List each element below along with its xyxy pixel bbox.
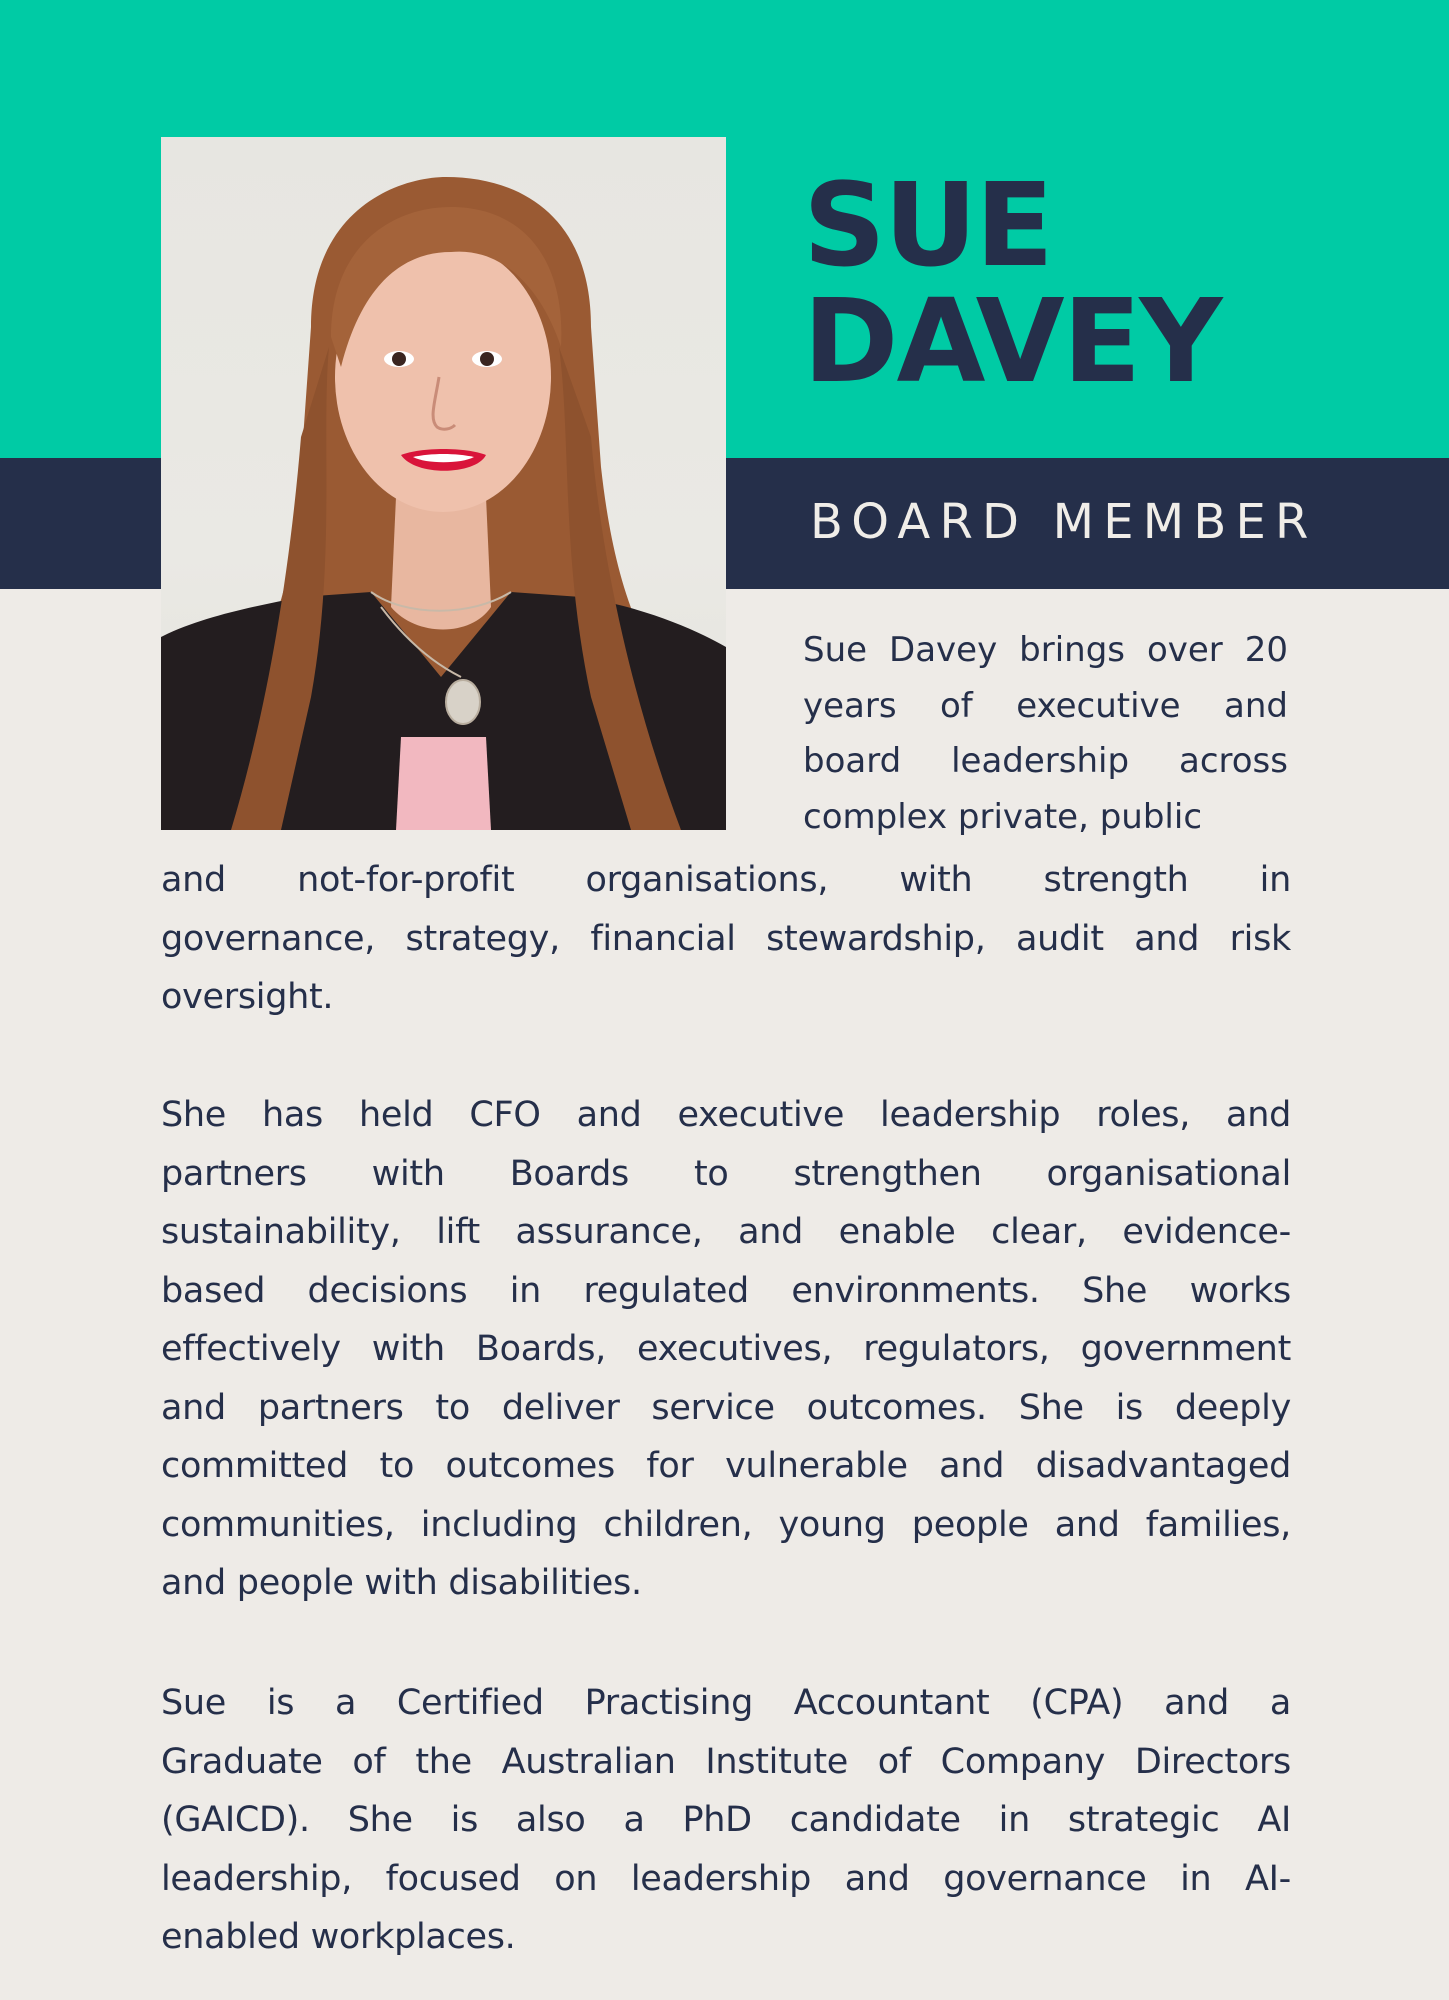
bio-line: committed to outcomes for vulnerable and disadvantaged <box>161 1446 1291 1486</box>
bio-line: sustainability, lift assurance, and enable clear, evidence- <box>161 1212 1291 1252</box>
bio-line: communities, including children, young people and families, <box>161 1504 1291 1545</box>
bio-line: and people with disabilities. <box>161 1563 642 1603</box>
person-name <box>803 159 1221 409</box>
bio-line: based decisions in regulated environments. She works <box>161 1270 1291 1311</box>
bio-paragraph-3 <box>161 1674 1291 1967</box>
bio-intro <box>803 623 1288 845</box>
role-title: BOARD MEMBER <box>810 494 1318 550</box>
bio-line: enabled workplaces. <box>161 1917 516 1957</box>
bio-line: years of executive and <box>803 685 1288 726</box>
bio-paragraph-1 <box>161 851 1291 1027</box>
last-name: DAVEY <box>803 275 1221 409</box>
bio-line: board leadership across <box>803 741 1288 781</box>
bio-line: effectively with Boards, executives, regulators, government <box>161 1329 1291 1369</box>
bio-line: partners with Boards to strengthen organisational <box>161 1153 1291 1194</box>
first-name: SUE <box>803 159 1052 293</box>
bio-paragraph-2 <box>161 1086 1291 1613</box>
bio-line: and not-for-profit organisations, with strength in <box>161 860 1291 900</box>
profile-photo <box>161 137 726 830</box>
bio-line: leadership, focused on leadership and governance in AI- <box>161 1858 1291 1899</box>
bio-line: and partners to deliver service outcomes. She is deeply <box>161 1387 1291 1428</box>
bio-line: complex private, public <box>803 796 1203 837</box>
bio-line: oversight. <box>161 977 334 1017</box>
portrait-illustration <box>161 137 726 830</box>
bio-line: governance, strategy, financial stewardship, audit and risk <box>161 918 1291 959</box>
bio-line: She has held CFO and executive leadership roles, and <box>161 1095 1291 1135</box>
bio-line: Sue is a Certified Practising Accountant (CPA) and a <box>161 1683 1291 1723</box>
bio-line: Graduate of the Australian Institute of Company Directors <box>161 1741 1291 1782</box>
bio-line: Sue Davey brings over 20 <box>803 630 1288 670</box>
bio-line: (GAICD). She is also a PhD candidate in strategic AI <box>161 1800 1291 1840</box>
